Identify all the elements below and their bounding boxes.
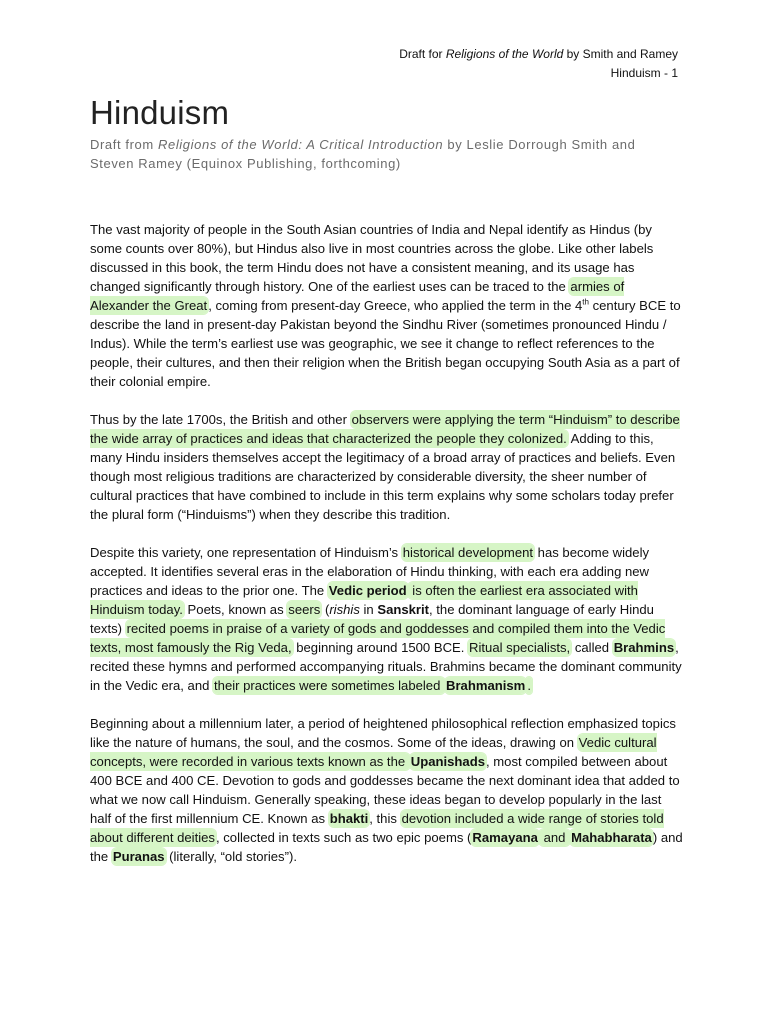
document-title: Hinduism xyxy=(90,94,230,131)
paragraph-4 xyxy=(90,714,686,866)
running-header xyxy=(399,45,678,83)
highlighted-text: seers xyxy=(288,602,321,617)
highlighted-text: Upanishads xyxy=(410,754,485,769)
text-run: Draft from xyxy=(90,137,158,152)
text-run: Despite this variety, one representation of Hinduism’s xyxy=(90,545,402,560)
highlighted-text: . xyxy=(527,678,531,693)
text-run: Hinduism - 1 xyxy=(610,66,678,80)
paragraph-3 xyxy=(90,543,686,695)
text-run: by Smith and Ramey xyxy=(563,47,678,61)
highlighted-text: devotion included a wide range of stories told about different deities xyxy=(90,811,664,845)
highlighted-text: Puranas xyxy=(112,849,165,864)
highlighted-text: historical development xyxy=(402,545,534,560)
text-run: Thus by the late 1700s, the British and other xyxy=(90,412,351,427)
italic-text: rishis xyxy=(329,602,360,617)
bold-term: Sanskrit xyxy=(377,602,430,617)
text-run: , most compiled between about 400 BCE and 400 CE. Devotion to gods and goddesses became the next dominant idea that added to what we now call Hinduism. Generally speaking, these ideas began to develop popularly in the last half of the first millennium CE. Known as xyxy=(90,754,680,826)
highlighted-text: their practices were sometimes labeled xyxy=(214,678,444,693)
highlighted-text: Brahmanism xyxy=(446,678,526,693)
paragraph-1 xyxy=(90,220,686,391)
text-run: ( xyxy=(321,602,330,617)
text-run: , the dominant language of early Hindu texts) xyxy=(90,602,654,636)
highlighted-text: Mahabharata xyxy=(571,830,652,845)
text-run: Adding to this, many Hindu insiders themselves accept the legitimacy of a broad array of practices and beliefs. Even though most religious traditions are characterized by considerable diversity, the sheer number of cultural practices that have combined to include in this term explains why some scholars today prefer the plural form (“Hinduisms”) when they describe this tradition. xyxy=(90,431,676,522)
text-run: Poets, known as xyxy=(183,602,288,617)
highlighted-text: and xyxy=(539,830,570,845)
text-run: in xyxy=(359,602,378,617)
highlighted-text: armies of Alexander the Great xyxy=(90,279,625,313)
text-run: called xyxy=(571,640,613,655)
text-run: by Leslie Dorrough Smith and Steven Ramey (Equinox Publishing, forthcoming) xyxy=(90,137,636,171)
highlighted-text: Brahmins xyxy=(613,640,675,655)
text-run: century BCE to describe the land in present-day Pakistan beyond the Sindhu River (sometimes pronounced Hindu / Indus). While the term’s earliest use was geographic, we see it change to reflect references to the people, their cultures, and then their religion when the British began occupying South Asia as a part of their colonial empire. xyxy=(90,298,681,389)
superscript: th xyxy=(582,297,589,307)
text-run: , recited these hymns and performed accompanying rituals. Brahmins became the dominant community in the Vedic era, and xyxy=(90,640,682,693)
text-run: Draft for xyxy=(399,47,446,61)
highlighted-text: bhakti xyxy=(329,811,369,826)
text-run: , coming from present-day Greece, who applied the term in the 4 xyxy=(208,298,583,313)
text-run: beginning around 1500 BCE. xyxy=(292,640,469,655)
highlighted-text: Ramayana xyxy=(472,830,538,845)
header-line-1 xyxy=(399,45,678,64)
document-subtitle xyxy=(90,135,680,173)
text-run: has become widely accepted. It identifies several eras in the elaboration of Hindu thinking, with each era adding new practices and ideas to the prior one. The xyxy=(90,545,650,598)
text-run: (literally, “old stories”). xyxy=(165,849,297,864)
highlighted-text: observers were applying the term “Hinduism” to describe the wide array of practices and ideas that characterized the people they colonized. xyxy=(90,412,680,446)
text-run: ) and the xyxy=(90,830,683,864)
paragraph-2 xyxy=(90,410,686,524)
highlighted-text: Vedic cultural concepts, were recorded in various texts known as the xyxy=(90,735,657,769)
highlighted-text: is often the earliest era associated with Hinduism today. xyxy=(90,583,638,617)
text-run: , this xyxy=(369,811,401,826)
highlighted-text: Ritual specialists, xyxy=(469,640,571,655)
header-line-2 xyxy=(399,64,678,83)
text-run: Beginning about a millennium later, a period of heightened philosophical reflection emphasized topics like the nature of humans, the soul, and the cosmos. Some of the ideas, drawing on xyxy=(90,716,676,750)
highlighted-text: Vedic period xyxy=(328,583,407,598)
text-run: The vast majority of people in the South Asian countries of India and Nepal identify as Hindus (by some counts over 80%), but Hindus also live in most countries across the globe. Like other labels discussed in this book, the term Hindu does not have a consistent meaning, and its usage has changed significantly through history. One of the earliest uses can be traced to the xyxy=(90,222,654,294)
highlighted-text: recited poems in praise of a variety of gods and goddesses and compiled them into the Vedic texts, most famously the Rig Veda, xyxy=(90,621,666,655)
italic-text: Religions of the World xyxy=(445,47,564,61)
italic-text: Religions of the World: A Critical Introduction xyxy=(158,137,444,152)
text-run: , collected in texts such as two epic poems ( xyxy=(215,830,472,845)
document-body xyxy=(90,220,686,885)
